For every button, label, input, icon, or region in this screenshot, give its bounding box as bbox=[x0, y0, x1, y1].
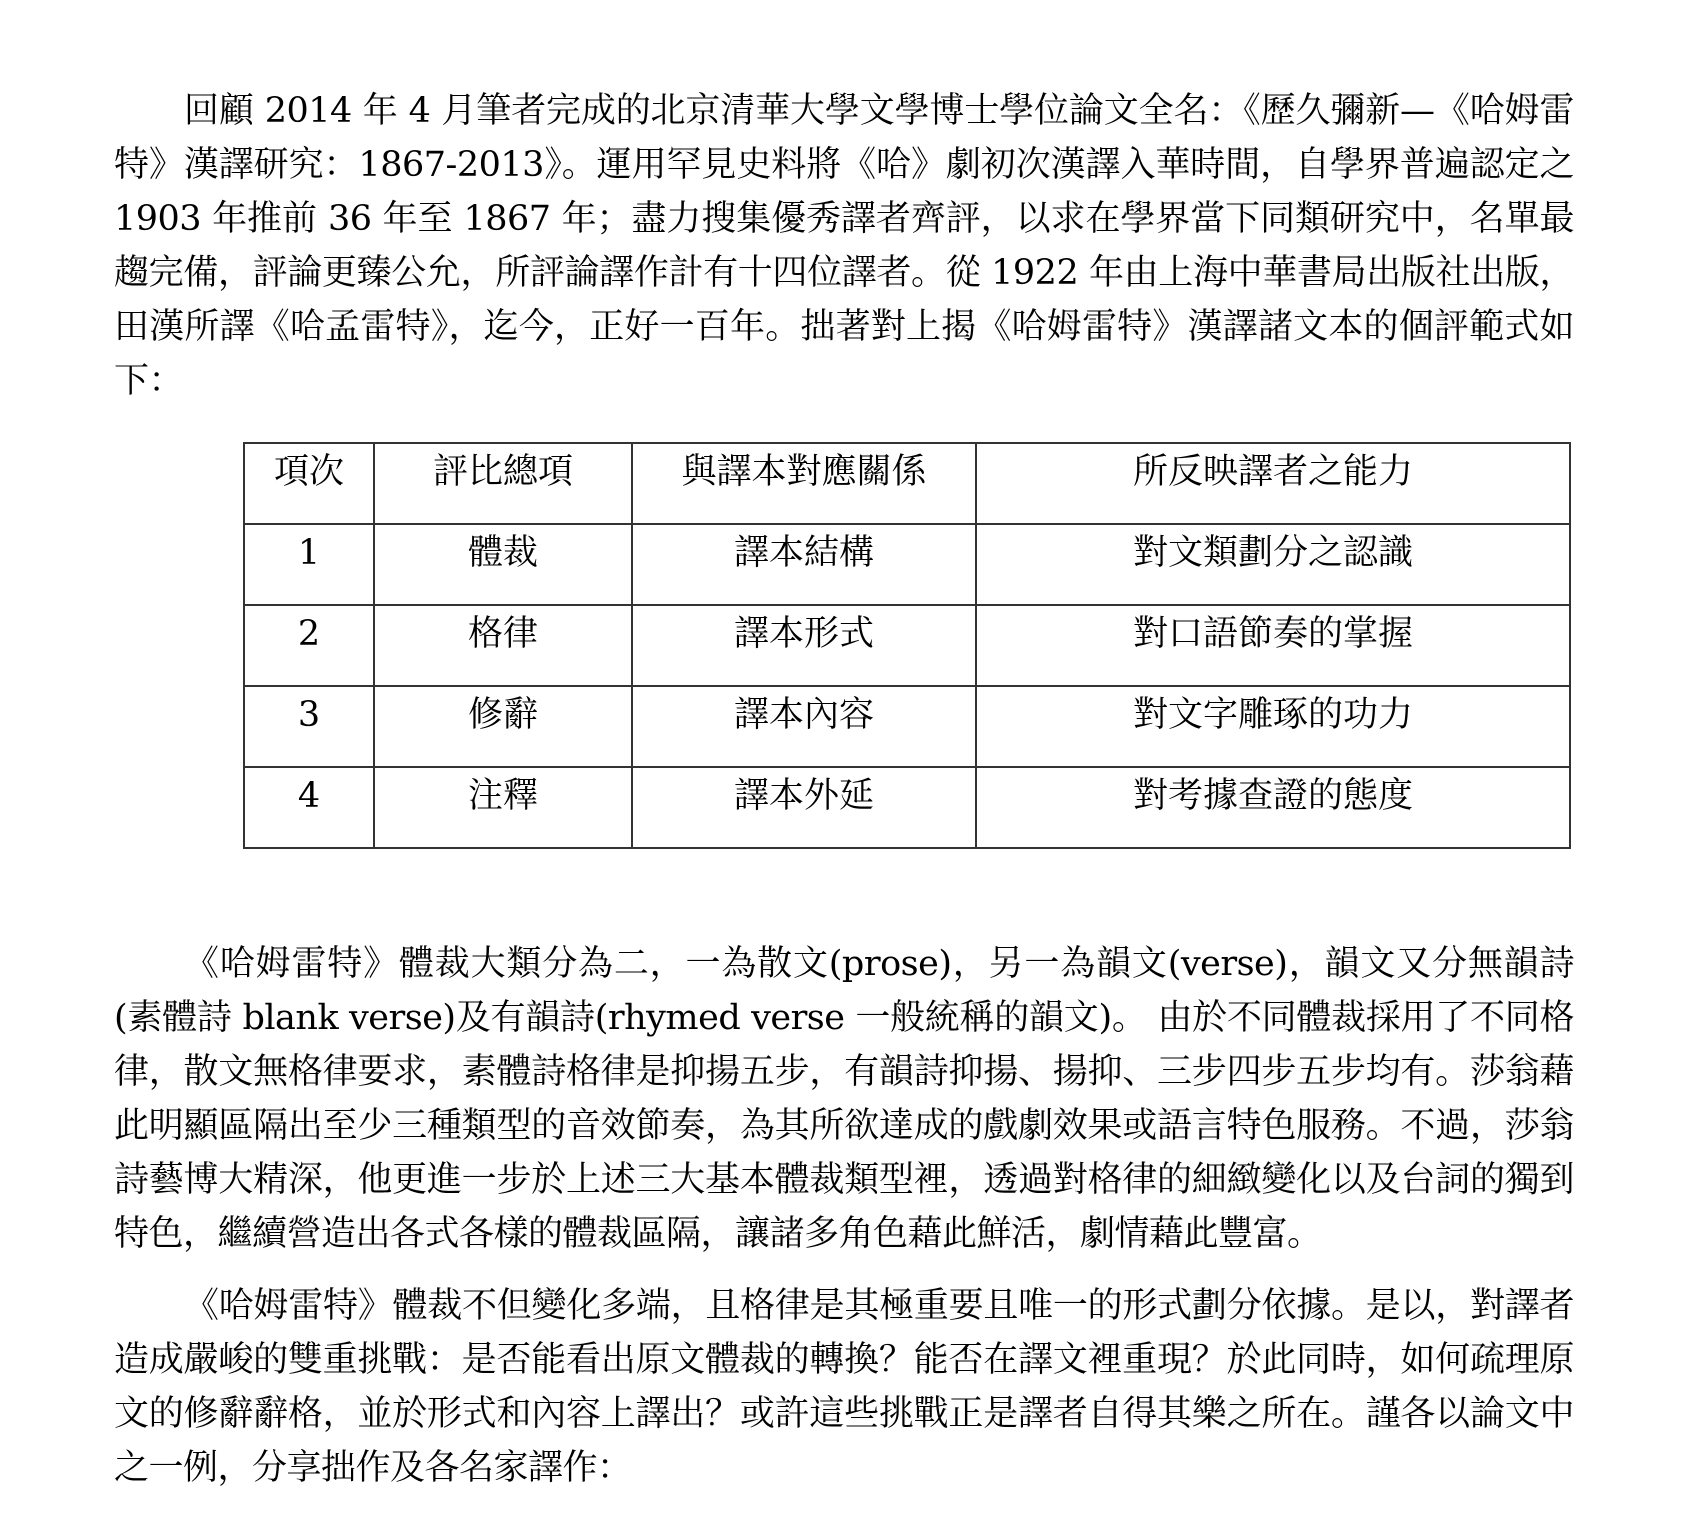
cell-translation-relation: 譯本結構 bbox=[632, 524, 976, 605]
cell-translation-relation: 譯本外延 bbox=[632, 767, 976, 848]
genre-paragraph: 《哈姆雷特》體裁大類分為二，一為散文(prose)，另一為韻文(verse)，韻文又分無韻詩(素體詩 blank verse)及有韻詩(rhymed verse 一般統稱的韻文)。 由於不同體裁採用了不同格律，散文無格律要求，素體詩格律是抑揚五步，有韻詩抑揚、揚抑、三步四步五步均有。莎翁藉此明顯區隔出至少三種類型的音效節奏，為其所欲達成的戲劇效果或語言特色服務。不過，莎翁詩藝博大精深，他更進一步於上述三大基本體裁類型裡，透過對格律的細緻變化以及台詞的獨到特色，繼續營造出各式各樣的體裁區隔，讓諸多角色藉此鮮活，劇情藉此豐富。 bbox=[114, 944, 1574, 1254]
intro-paragraph: 回顧 2014 年 4 月筆者完成的北京清華大學文學博士學位論文全名：《歷久彌新—《哈姆雷特》漢譯研究：1867-2013》。運用罕見史料將《哈》劇初次漢譯入華時間，自學界普遍認定之 1903 年推前 36 年至 1867 年；盡力搜集優秀譯者齊評，以求在學界當下同類研究中，名單最趨完備，評論更臻公允，所評論譯作計有十四位譯者。從 1922 年由上海中華書局出版社出版，田漢所譯《哈孟雷特》，迄今，正好一百年。拙著對上揭《哈姆雷特》漢譯諸文本的個評範式如下： bbox=[114, 91, 1574, 401]
header-translation-relation: 與譯本對應關係 bbox=[632, 443, 976, 524]
cell-item-number: 4 bbox=[244, 767, 374, 848]
cell-item-number: 2 bbox=[244, 605, 374, 686]
header-item-number: 項次 bbox=[244, 443, 374, 524]
cell-translator-ability: 對文類劃分之認識 bbox=[976, 524, 1570, 605]
header-evaluation-category: 評比總項 bbox=[374, 443, 632, 524]
table-row bbox=[244, 686, 1570, 767]
evaluation-table bbox=[243, 442, 1571, 849]
table-row bbox=[244, 605, 1570, 686]
table-row bbox=[244, 767, 1570, 848]
cell-item-number: 3 bbox=[244, 686, 374, 767]
cell-evaluation-category: 注釋 bbox=[374, 767, 632, 848]
cell-translator-ability: 對文字雕琢的功力 bbox=[976, 686, 1570, 767]
cell-evaluation-category: 格律 bbox=[374, 605, 632, 686]
document-page bbox=[114, 84, 1574, 1495]
evaluation-table-container bbox=[243, 442, 1569, 849]
cell-evaluation-category: 體裁 bbox=[374, 524, 632, 605]
cell-translation-relation: 譯本形式 bbox=[632, 605, 976, 686]
cell-item-number: 1 bbox=[244, 524, 374, 605]
header-translator-ability: 所反映譯者之能力 bbox=[976, 443, 1570, 524]
cell-translator-ability: 對考據查證的態度 bbox=[976, 767, 1570, 848]
cell-translator-ability: 對口語節奏的掌握 bbox=[976, 605, 1570, 686]
challenge-paragraph: 《哈姆雷特》體裁不但變化多端，且格律是其極重要且唯一的形式劃分依據。是以，對譯者造成嚴峻的雙重挑戰：是否能看出原文體裁的轉換？能否在譯文裡重現？於此同時，如何疏理原文的修辭辭格，並於形式和內容上譯出？或許這些挑戰正是譯者自得其樂之所在。謹各以論文中之一例，分享拙作及各名家譯作： bbox=[114, 1286, 1574, 1488]
cell-translation-relation: 譯本內容 bbox=[632, 686, 976, 767]
table-header-row bbox=[244, 443, 1570, 524]
cell-evaluation-category: 修辭 bbox=[374, 686, 632, 767]
table-row bbox=[244, 524, 1570, 605]
